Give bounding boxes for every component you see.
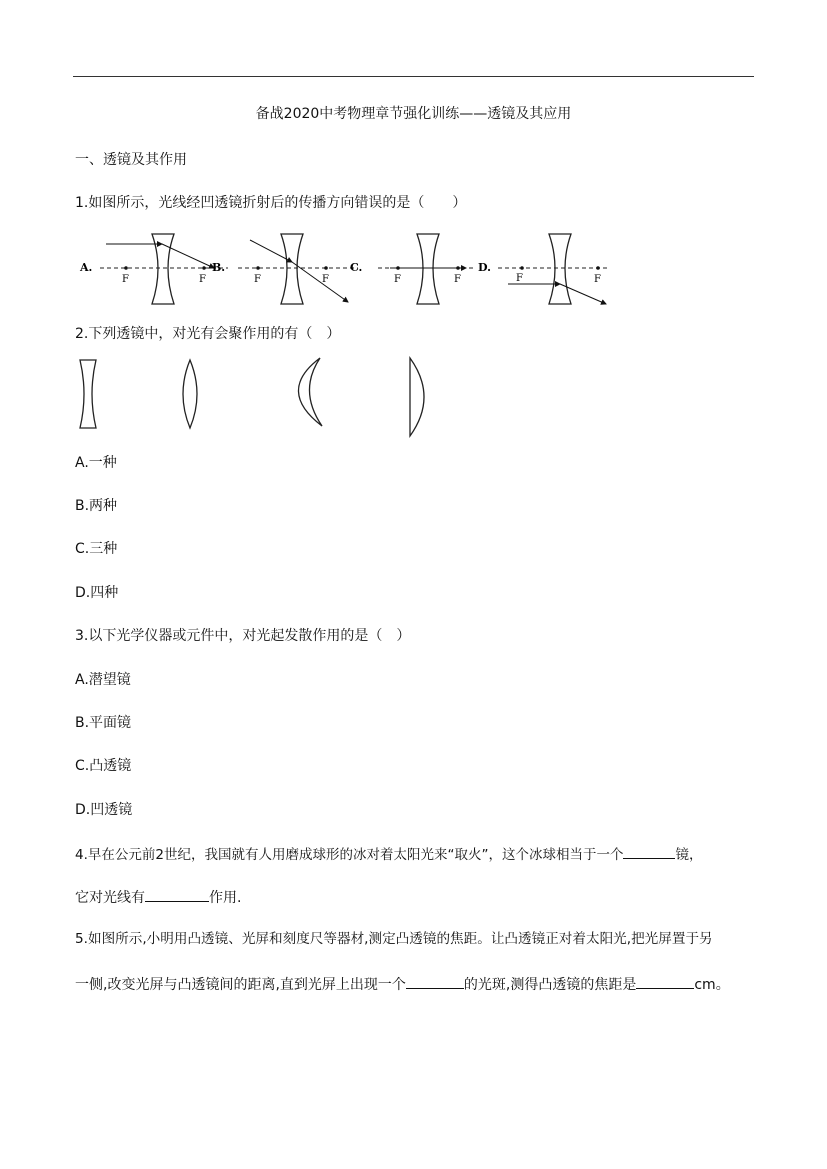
question-2-text: 2.下列透镜中，对光有会聚作用的有（ ） bbox=[75, 326, 341, 342]
q1-figure bbox=[78, 228, 613, 308]
focus-label: F bbox=[594, 274, 601, 285]
q4-text-part: 4.早在公元前2世纪，我国就有人用磨成球形的冰对着太阳光来“取火”，这个冰球相当于一个 bbox=[75, 847, 624, 863]
q3-option-d: D.凹透镜 bbox=[75, 802, 133, 818]
q2-option-b: B.两种 bbox=[75, 498, 118, 514]
label-b: B. bbox=[212, 261, 226, 274]
label-c: C. bbox=[350, 261, 363, 274]
concave-lens bbox=[417, 234, 439, 304]
q3-option-a: A.潜望镜 bbox=[75, 672, 131, 688]
question-3-text: 3.以下光学仪器或元件中，对光起发散作用的是（ ） bbox=[75, 628, 411, 644]
refracted-ray bbox=[560, 284, 606, 304]
question-1-text: 1.如图所示，光线经凹透镜折射后的传播方向错误的是（ ） bbox=[75, 195, 467, 211]
question-5-line-1: 5.如图所示,小明用凸透镜、光屏和刻度尺等器材,测定凸透镜的焦距。让凸透镜正对着太阳光,把光屏置于另 bbox=[75, 931, 713, 947]
answer-blank[interactable] bbox=[636, 974, 694, 989]
q3-option-b: B.平面镜 bbox=[75, 715, 132, 731]
concave-lens bbox=[549, 234, 571, 304]
q5-text-part: 的光斑,测得凸透镜的焦距是 bbox=[463, 977, 637, 993]
label-d: D. bbox=[478, 261, 491, 274]
diagram-d bbox=[498, 234, 610, 304]
focus-label: F bbox=[454, 274, 461, 285]
page-title: 备战2020中考物理章节强化训练——透镜及其应用 bbox=[255, 106, 572, 122]
focus-label: F bbox=[516, 273, 523, 284]
diagram-b bbox=[238, 234, 362, 304]
question-5-line-2 bbox=[75, 974, 730, 994]
biconcave-lens-shape bbox=[80, 360, 96, 428]
focus-label: F bbox=[199, 274, 206, 285]
diagram-c bbox=[378, 234, 491, 304]
focus-point bbox=[396, 266, 400, 270]
q4-text-part: 作用. bbox=[209, 890, 242, 906]
q3-option-c: C.凸透镜 bbox=[75, 758, 132, 774]
label-a: A. bbox=[80, 261, 93, 274]
focus-point bbox=[256, 266, 260, 270]
header-rule bbox=[73, 76, 754, 77]
diagram-a bbox=[79, 234, 228, 304]
concave-lens bbox=[281, 234, 303, 304]
q4-text-part: 镜， bbox=[675, 847, 703, 863]
q2-option-d: D.四种 bbox=[75, 585, 119, 601]
answer-blank[interactable] bbox=[145, 887, 209, 902]
question-4-line-2 bbox=[75, 887, 241, 907]
q5-text-part: cm。 bbox=[694, 977, 730, 993]
meniscus-lens-shape bbox=[298, 358, 322, 426]
q2-option-c: C.三种 bbox=[75, 541, 118, 557]
biconvex-lens-shape bbox=[183, 360, 197, 428]
plano-convex-lens-shape bbox=[410, 358, 424, 436]
q5-text-part: 一侧,改变光屏与凸透镜间的距离,直到光屏上出现一个 bbox=[75, 977, 406, 993]
focus-label: F bbox=[254, 274, 261, 285]
q2-option-a: A.一种 bbox=[75, 455, 117, 471]
answer-blank[interactable] bbox=[623, 844, 675, 859]
focus-point bbox=[596, 266, 600, 270]
focus-label: F bbox=[394, 274, 401, 285]
focus-point bbox=[124, 266, 128, 270]
focus-point bbox=[520, 266, 524, 270]
section-heading: 一、透镜及其作用 bbox=[75, 152, 187, 168]
q2-figure bbox=[72, 356, 442, 440]
question-4-line-1 bbox=[75, 844, 702, 864]
focus-point bbox=[202, 266, 206, 270]
focus-label: F bbox=[322, 274, 329, 285]
answer-blank[interactable] bbox=[406, 974, 464, 989]
focus-label: F bbox=[122, 274, 129, 285]
focus-point bbox=[324, 266, 328, 270]
q4-text-part: 它对光线有 bbox=[75, 890, 145, 906]
refracted-ray bbox=[162, 244, 214, 268]
focus-point bbox=[456, 266, 460, 270]
